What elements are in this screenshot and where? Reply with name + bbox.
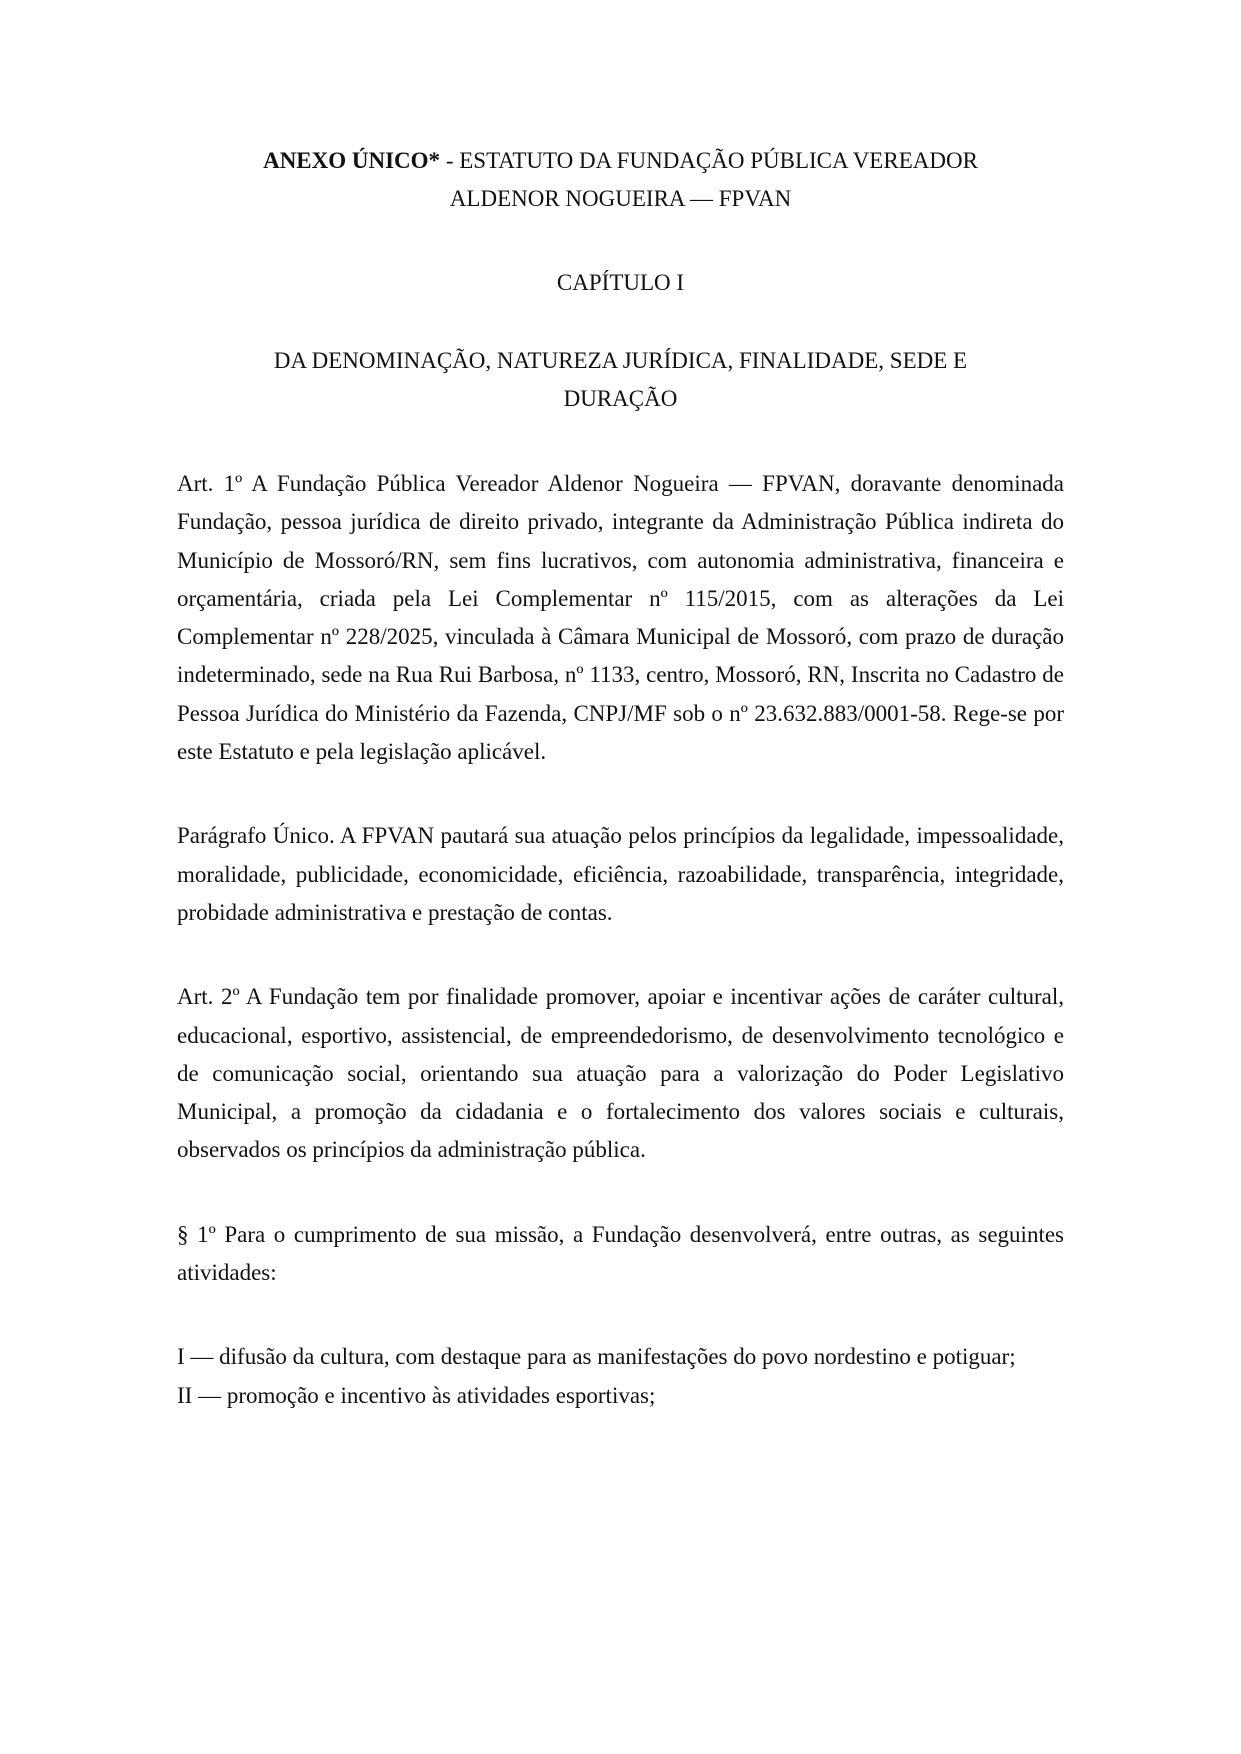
activities-list: [177, 1338, 1064, 1415]
article-2: Art. 2º A Fundação tem por finalidade promover, apoiar e incentivar ações de caráter cultural, educacional, esportivo, assistencial, de empreendedorismo, de desenvolvimento tecnológico e de comunicação social, orientando sua atuação para a valorização do Poder Legislativo Municipal, a promoção da cidadania e o fortalecimento dos valores sociais e culturais, observados os princípios da administração pública.: [177, 984, 1064, 1163]
list-item: II — promoção e incentivo às atividades esportivas;: [177, 1382, 656, 1408]
chapter-heading: CAPÍTULO I: [556, 270, 685, 295]
chapter-subheading: [177, 342, 1064, 418]
chapter-subheading-line-2: DURAÇÃO: [563, 386, 678, 411]
document-page: [177, 142, 1064, 1415]
article-2-paragraph-1: § 1º Para o cumprimento de sua missão, a Fundação desenvolverá, entre outras, as seguintes atividades:: [177, 1221, 1064, 1286]
document-title: [177, 142, 1064, 218]
title-bold-part: ANEXO ÚNICO*: [263, 148, 441, 173]
title-line-2: ALDENOR NOGUEIRA — FPVAN: [449, 186, 792, 211]
list-item: I — difusão da cultura, com destaque para as manifestações do povo nordestino e potiguar;: [177, 1344, 1016, 1370]
title-rest: - ESTATUTO DA FUNDAÇÃO PÚBLICA VEREADOR: [440, 148, 978, 173]
article-1-paragrafo-unico: Parágrafo Único. A FPVAN pautará sua atuação pelos princípios da legalidade, impessoalidade, moralidade, publicidade, economicidade, eficiência, razoabilidade, transparência, integridade, probidade administrativa e prestação de contas.: [177, 823, 1064, 925]
article-1: Art. 1º A Fundação Pública Vereador Aldenor Nogueira — FPVAN, doravante denominada Fundação, pessoa jurídica de direito privado, integrante da Administração Pública indireta do Município de Mossoró/RN, sem fins lucrativos, com autonomia administrativa, financeira e orçamentária, criada pela Lei Complementar nº 115/2015, com as alterações da Lei Complementar nº 228/2025, vinculada à Câmara Municipal de Mossoró, com prazo de duração indeterminado, sede na Rua Rui Barbosa, nº 1133, centro, Mossoró, RN, Inscrita no Cadastro de Pessoa Jurídica do Ministério da Fazenda, CNPJ/MF sob o nº 23.632.883/0001-58. Rege-se por este Estatuto e pela legislação aplicável.: [177, 471, 1064, 765]
chapter-subheading-line-1: DA DENOMINAÇÃO, NATUREZA JURÍDICA, FINALIDADE, SEDE E: [273, 348, 968, 373]
title-line-1: [177, 142, 1064, 180]
